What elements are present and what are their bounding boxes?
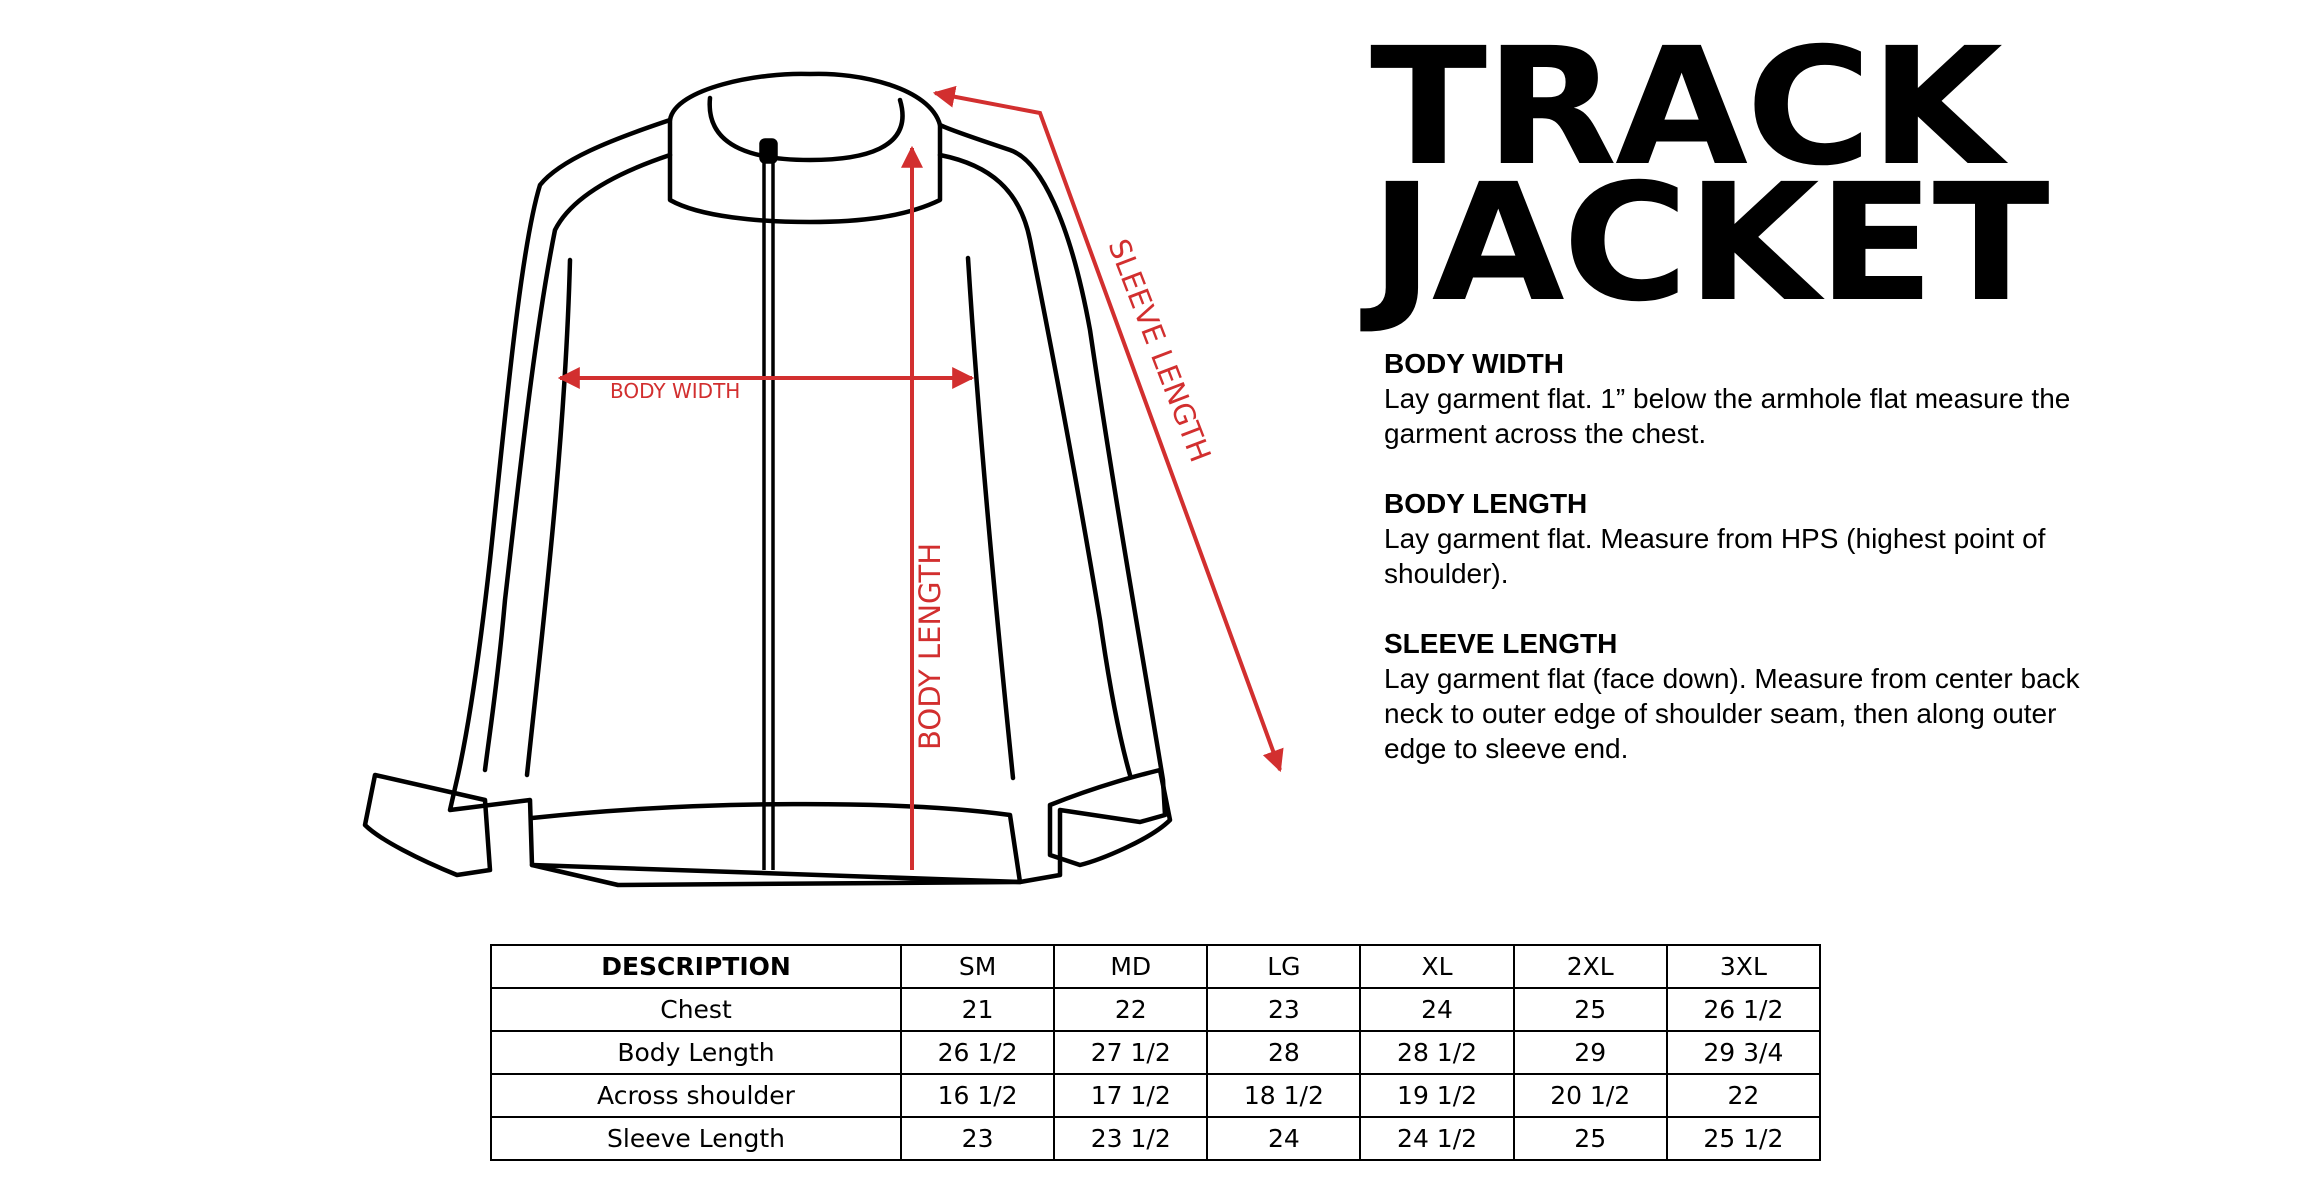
guide-heading: SLEEVE LENGTH <box>1384 628 1618 659</box>
title-line-1: TRACK <box>1370 14 2001 202</box>
zipper-pull <box>761 140 776 162</box>
table-cell: 28 1/2 <box>1360 1031 1513 1074</box>
body-width-label: BODY WIDTH <box>610 379 741 403</box>
zipper <box>761 140 776 870</box>
table-cell: 19 1/2 <box>1360 1074 1513 1117</box>
header-size: MD <box>1054 945 1207 988</box>
guide-body-length <box>1384 486 2124 591</box>
table-cell: 23 1/2 <box>1054 1117 1207 1160</box>
table-cell: 22 <box>1667 1074 1820 1117</box>
header-size: 2XL <box>1514 945 1667 988</box>
size-chart-table <box>490 944 1821 1161</box>
table-cell: 23 <box>1207 988 1360 1031</box>
page-title <box>1370 14 2048 338</box>
table-cell: 25 <box>1514 988 1667 1031</box>
row-label: Sleeve Length <box>491 1117 901 1160</box>
table-cell: 28 <box>1207 1031 1360 1074</box>
table-row <box>491 1031 1820 1074</box>
table-cell: 22 <box>1054 988 1207 1031</box>
sleeve-length-label: SLEEVE LENGTH <box>1101 234 1218 467</box>
table-header-row <box>491 945 1820 988</box>
table-cell: 29 <box>1514 1031 1667 1074</box>
table-row <box>491 988 1820 1031</box>
left-cuff <box>365 775 490 875</box>
header-size: SM <box>901 945 1054 988</box>
header-size: XL <box>1360 945 1513 988</box>
header-description: DESCRIPTION <box>491 945 901 988</box>
jacket-diagram <box>0 0 1300 900</box>
table-row <box>491 1074 1820 1117</box>
table-cell: 17 1/2 <box>1054 1074 1207 1117</box>
table-cell: 21 <box>901 988 1054 1031</box>
table-cell: 20 1/2 <box>1514 1074 1667 1117</box>
table-cell: 25 <box>1514 1117 1667 1160</box>
guide-text: Lay garment flat (face down). Measure from center back neck to outer edge of shoulder seam, then along outer edge to sleeve end. <box>1384 663 2080 764</box>
guide-sleeve-length <box>1384 626 2124 766</box>
title-line-2: JACKET <box>1370 150 2048 338</box>
row-label: Across shoulder <box>491 1074 901 1117</box>
table-cell: 18 1/2 <box>1207 1074 1360 1117</box>
row-label: Chest <box>491 988 901 1031</box>
right-side-seam <box>968 258 1013 778</box>
hem-band <box>532 804 1020 882</box>
row-label: Body Length <box>491 1031 901 1074</box>
table-cell: 25 1/2 <box>1667 1117 1820 1160</box>
table-cell: 29 3/4 <box>1667 1031 1820 1074</box>
body-length-label: BODY LENGTH <box>913 542 947 750</box>
table-cell: 26 1/2 <box>1667 988 1820 1031</box>
guide-text: Lay garment flat. Measure from HPS (highest point of shoulder). <box>1384 523 2046 589</box>
table-row <box>491 1117 1820 1160</box>
right-raglan-seam <box>940 155 1130 775</box>
guide-body-width <box>1384 346 2124 451</box>
table-cell: 16 1/2 <box>901 1074 1054 1117</box>
header-size: LG <box>1207 945 1360 988</box>
guide-text: Lay garment flat. 1” below the armhole flat measure the garment across the chest. <box>1384 383 2071 449</box>
guide-heading: BODY LENGTH <box>1384 488 1588 519</box>
table-cell: 24 1/2 <box>1360 1117 1513 1160</box>
table-cell: 26 1/2 <box>901 1031 1054 1074</box>
table-cell: 23 <box>901 1117 1054 1160</box>
table-cell: 27 1/2 <box>1054 1031 1207 1074</box>
left-side-seam <box>527 260 570 775</box>
table-cell: 24 <box>1360 988 1513 1031</box>
guide-heading: BODY WIDTH <box>1384 348 1564 379</box>
header-size: 3XL <box>1667 945 1820 988</box>
table-cell: 24 <box>1207 1117 1360 1160</box>
left-raglan-seam <box>485 155 670 770</box>
jacket-outline <box>365 74 1170 885</box>
